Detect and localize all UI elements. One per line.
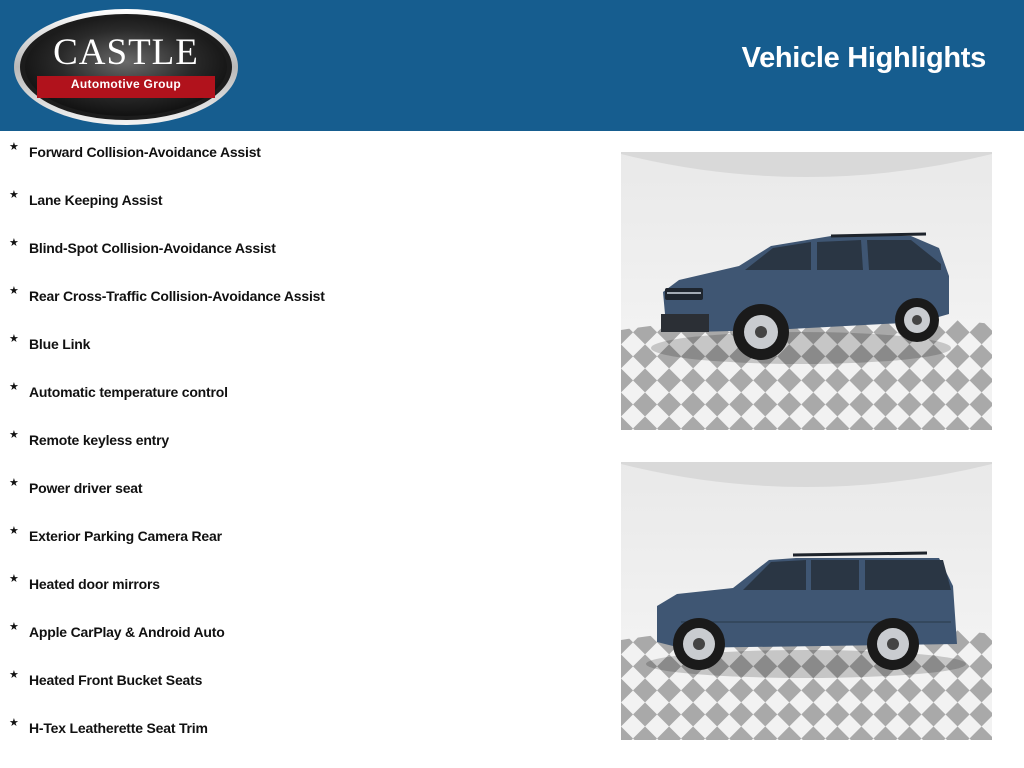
- list-item: [0, 371, 600, 419]
- list-item: [0, 323, 600, 371]
- feature-label: Heated Front Bucket Seats: [29, 672, 203, 688]
- list-item: [0, 563, 600, 611]
- star-icon: ★: [9, 429, 19, 441]
- feature-label: Automatic temperature control: [29, 384, 228, 400]
- star-icon: ★: [9, 189, 19, 201]
- list-item: [0, 707, 600, 755]
- feature-label: Heated door mirrors: [29, 576, 160, 592]
- list-item: [0, 275, 600, 323]
- feature-label: Blind-Spot Collision-Avoidance Assist: [29, 240, 276, 256]
- feature-label: Rear Cross-Traffic Collision-Avoidance Assist: [29, 288, 325, 304]
- logo-tagline: Automotive Group: [70, 77, 182, 91]
- list-item: [0, 611, 600, 659]
- star-icon: ★: [9, 285, 19, 297]
- list-item: [0, 419, 600, 467]
- feature-label: H-Tex Leatherette Seat Trim: [29, 720, 208, 736]
- star-icon: ★: [9, 381, 19, 393]
- feature-label: Forward Collision-Avoidance Assist: [29, 144, 261, 160]
- list-item: [0, 515, 600, 563]
- page-title: Vehicle Highlights: [741, 42, 986, 74]
- star-icon: ★: [9, 525, 19, 537]
- vehicle-highlights-list: [0, 131, 600, 755]
- star-icon: ★: [9, 333, 19, 345]
- star-icon: ★: [9, 237, 19, 249]
- list-item: [0, 179, 600, 227]
- list-item: [0, 659, 600, 707]
- feature-label: Exterior Parking Camera Rear: [29, 528, 222, 544]
- feature-label: Blue Link: [29, 336, 91, 352]
- star-icon: ★: [9, 477, 19, 489]
- list-item: [0, 131, 600, 179]
- list-item: [0, 467, 600, 515]
- header-bar: [0, 0, 1024, 131]
- feature-label: Lane Keeping Assist: [29, 192, 163, 208]
- logo-name: CASTLE: [53, 32, 199, 73]
- star-icon: ★: [9, 717, 19, 729]
- star-icon: ★: [9, 621, 19, 633]
- feature-label: Power driver seat: [29, 480, 143, 496]
- feature-label: Apple CarPlay & Android Auto: [29, 624, 225, 640]
- list-item: [0, 227, 600, 275]
- star-icon: ★: [9, 573, 19, 585]
- vehicle-photo-side-profile: [621, 462, 992, 740]
- star-icon: ★: [9, 669, 19, 681]
- feature-label: Remote keyless entry: [29, 432, 169, 448]
- star-icon: ★: [9, 141, 19, 153]
- vehicle-photo-front-three-quarter: [621, 152, 992, 430]
